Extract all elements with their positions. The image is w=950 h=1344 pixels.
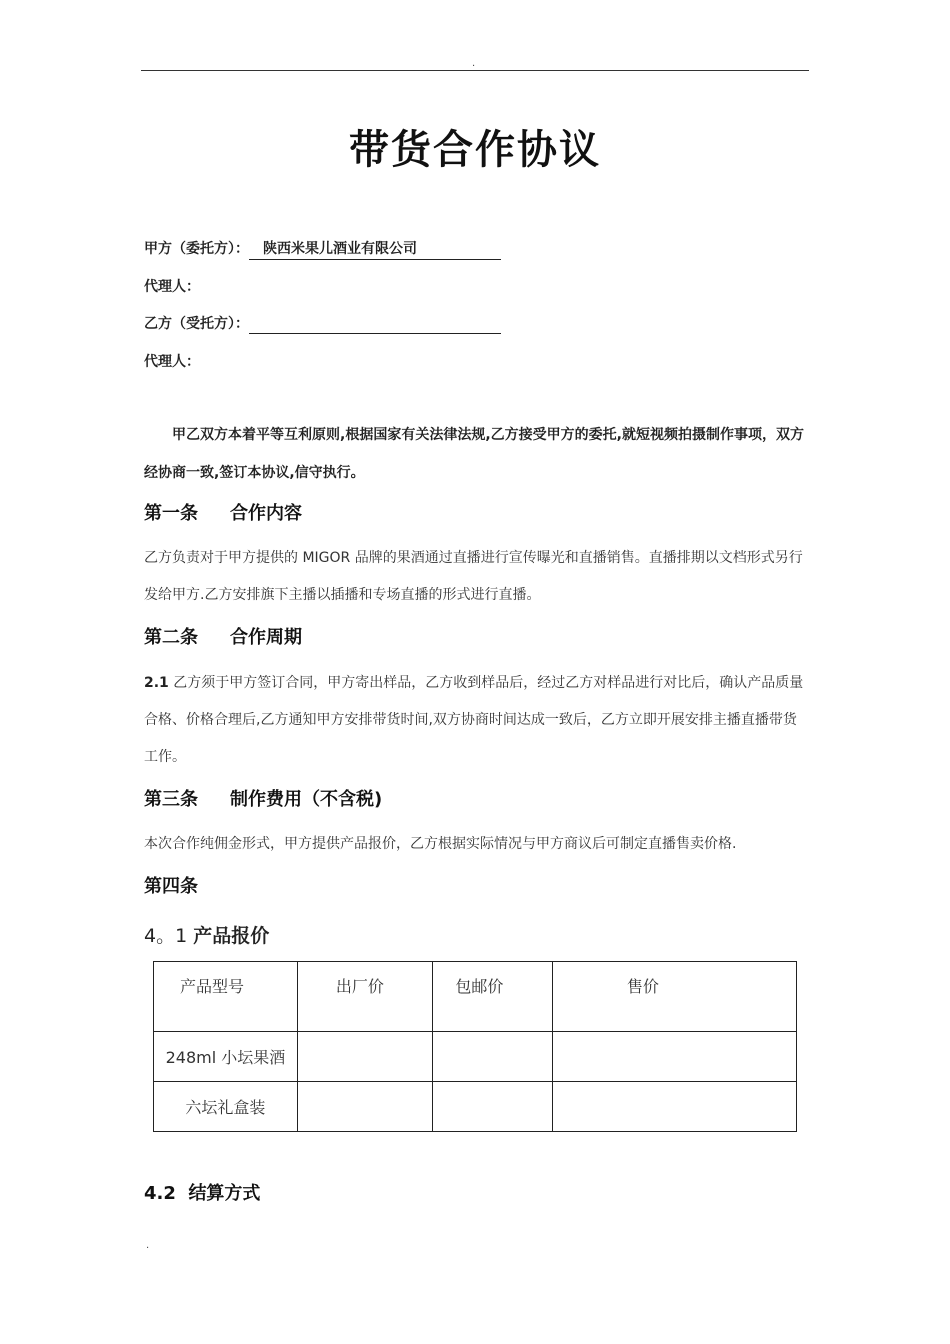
article-4-heading (144, 872, 198, 898)
table-cell: 六坛礼盒装 (154, 1082, 298, 1132)
clause-2-1-number: 2.1 (144, 675, 169, 691)
footer-mark: . (146, 1240, 150, 1251)
agent-a-label: 代理人： (144, 279, 200, 295)
intro-text: 甲乙双方本着平等互利原则,根据国家有关法律法规,乙方接受甲方的委托,就短视频拍摄制作事项，双方经协商一致,签订本协议,信守执行。 (144, 427, 804, 481)
party-a-label: 甲方（委托方）： (144, 241, 249, 257)
agent-a-line (144, 276, 200, 296)
article-1-title: 合作内容 (230, 503, 302, 524)
header-cell-shipping-price: 包邮价 (433, 962, 553, 1032)
agent-b-label: 代理人： (144, 354, 200, 370)
article-3-number: 第三条 (144, 789, 198, 810)
table-header-row (154, 962, 797, 1032)
header-cell-factory-price: 出厂价 (297, 962, 433, 1032)
table-cell (552, 1032, 796, 1082)
party-a-field (249, 238, 501, 260)
section-4-1-number: 4。1 (144, 925, 188, 947)
table-cell (297, 1082, 433, 1132)
header-mark: . (472, 58, 476, 69)
section-4-1-title: 产品报价 (193, 925, 270, 947)
table-cell (433, 1082, 553, 1132)
section-4-2-heading (144, 1179, 260, 1205)
table-row (154, 1082, 797, 1132)
section-4-2-number: 4.2 (144, 1183, 176, 1204)
party-a-line (144, 238, 501, 260)
header-rule (141, 70, 809, 71)
header-cell-retail-price: 售价 (552, 962, 796, 1032)
article-3-heading (144, 785, 382, 811)
article-2-body (144, 665, 810, 776)
section-4-1-heading (144, 921, 269, 948)
table-cell: 248ml 小坛果酒 (154, 1032, 298, 1082)
header-cell-model: 产品型号 (154, 962, 298, 1032)
party-b-line (144, 313, 501, 334)
clause-2-1-text: 乙方须于甲方签订合同，甲方寄出样品，乙方收到样品后，经过乙方对样品进行对比后，确认产品质量合格、价格合理后,乙方通知甲方安排带货时间,双方协商时间达成一致后，乙方立即开展安排主播直播带货工作。 (144, 675, 804, 765)
article-4-number: 第四条 (144, 876, 198, 897)
table-cell (297, 1032, 433, 1082)
article-3-title: 制作费用（不含税) (230, 789, 383, 810)
party-b-field (249, 316, 501, 334)
table-row (154, 1032, 797, 1082)
article-2-heading (144, 623, 302, 649)
article-2-title: 合作周期 (230, 627, 302, 648)
document-title: 带货合作协议 (349, 126, 601, 173)
party-a-value: 陕西米果儿酒业有限公司 (263, 241, 417, 257)
table-cell (433, 1032, 553, 1082)
article-1-number: 第一条 (144, 503, 198, 524)
price-table (153, 961, 797, 1132)
party-b-label: 乙方（受托方）： (144, 316, 249, 332)
article-2-number: 第二条 (144, 627, 198, 648)
table-cell (552, 1082, 796, 1132)
intro-paragraph (144, 416, 806, 492)
section-4-2-title: 结算方式 (188, 1183, 261, 1204)
article-3-body: 本次合作纯佣金形式，甲方提供产品报价，乙方根据实际情况与甲方商议后可制定直播售卖价格. (144, 836, 737, 852)
article-1-heading (144, 499, 302, 525)
article-1-body: 乙方负责对于甲方提供的 MIGOR 品牌的果酒通过直播进行宣传曝光和直播销售。直播排期以文档形式另行发给甲方.乙方安排旗下主播以插播和专场直播的形式进行直播。 (144, 550, 803, 603)
agent-b-line (144, 351, 200, 371)
